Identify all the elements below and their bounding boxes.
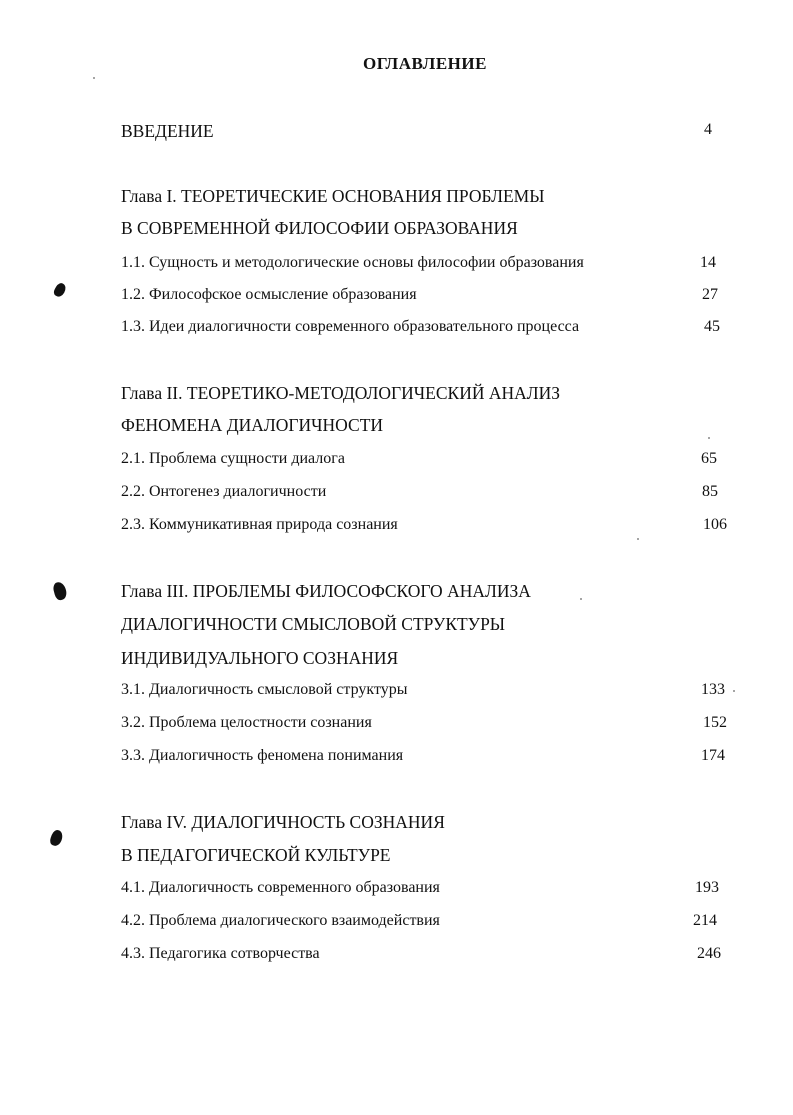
ink-speck: [49, 829, 65, 848]
section-4-3-label: 4.3. Педагогика сотворчества: [121, 945, 320, 962]
section-4-2-page: 214: [693, 912, 717, 929]
scan-dot: [637, 538, 639, 540]
chapter-2-heading-line-2: ФЕНОМЕНА ДИАЛОГИЧНОСТИ: [121, 415, 384, 435]
ink-speck: [52, 281, 68, 298]
section-2-3-label: 2.3. Коммуникативная природа сознания: [121, 516, 398, 533]
section-4-3-page: 246: [697, 945, 721, 962]
section-3-3-label: 3.3. Диалогичность феномена понимания: [121, 747, 404, 764]
chapter-3-heading-line-2: ДИАЛОГИЧНОСТИ СМЫСЛОВОЙ СТРУКТУРЫ: [121, 614, 506, 634]
toc-intro-page: 4: [704, 121, 712, 138]
scan-dot: [580, 598, 582, 600]
section-4-2-label: 4.2. Проблема диалогического взаимодействия: [121, 912, 440, 929]
chapter-4-heading-line-2: В ПЕДАГОГИЧЕСКОЙ КУЛЬТУРЕ: [121, 845, 391, 865]
section-1-2-page: 27: [702, 286, 718, 303]
section-1-1-page: 14: [700, 254, 716, 271]
section-3-2-page: 152: [703, 714, 727, 731]
section-2-1-page: 65: [701, 450, 717, 467]
chapter-1-heading-line-1: Глава I. ТЕОРЕТИЧЕСКИЕ ОСНОВАНИЯ ПРОБЛЕМЫ: [121, 186, 545, 206]
section-3-3-page: 174: [701, 747, 725, 764]
section-4-1-page: 193: [695, 879, 719, 896]
chapter-3-heading-line-3: ИНДИВИДУАЛЬНОГО СОЗНАНИЯ: [121, 648, 399, 668]
section-3-2-label: 3.2. Проблема целостности сознания: [121, 714, 372, 731]
section-1-1-label: 1.1. Сущность и методологические основы философии образования: [121, 254, 584, 271]
scan-dot: [708, 437, 710, 439]
scan-dot: [93, 77, 95, 79]
scan-dot: [733, 690, 735, 692]
section-4-1-label: 4.1. Диалогичность современного образования: [121, 879, 440, 896]
chapter-4-heading-line-1: Глава IV. ДИАЛОГИЧНОСТЬ СОЗНАНИЯ: [121, 812, 445, 832]
section-2-2-label: 2.2. Онтогенез диалогичности: [121, 483, 327, 500]
toc-intro-label: ВВЕДЕНИЕ: [121, 121, 214, 141]
section-3-1-page: 133: [701, 681, 725, 698]
page-title: ОГЛАВЛЕНИЕ: [363, 54, 487, 73]
chapter-1-heading-line-2: В СОВРЕМЕННОЙ ФИЛОСОФИИ ОБРАЗОВАНИЯ: [121, 218, 518, 238]
section-1-3-label: 1.3. Идеи диалогичности современного образовательного процесса: [121, 318, 580, 335]
section-2-1-label: 2.1. Проблема сущности диалога: [121, 450, 345, 467]
section-3-1-label: 3.1. Диалогичность смысловой структуры: [121, 681, 408, 698]
chapter-3-heading-line-1: Глава III. ПРОБЛЕМЫ ФИЛОСОФСКОГО АНАЛИЗА: [121, 581, 531, 601]
ink-speck: [52, 581, 68, 601]
chapter-2-heading-line-1: Глава II. ТЕОРЕТИКО-МЕТОДОЛОГИЧЕСКИЙ АНАЛИЗ: [121, 383, 561, 403]
section-1-3-page: 45: [704, 318, 720, 335]
section-1-2-label: 1.2. Философское осмысление образования: [121, 286, 417, 303]
section-2-3-page: 106: [703, 516, 727, 533]
section-2-2-page: 85: [702, 483, 718, 500]
